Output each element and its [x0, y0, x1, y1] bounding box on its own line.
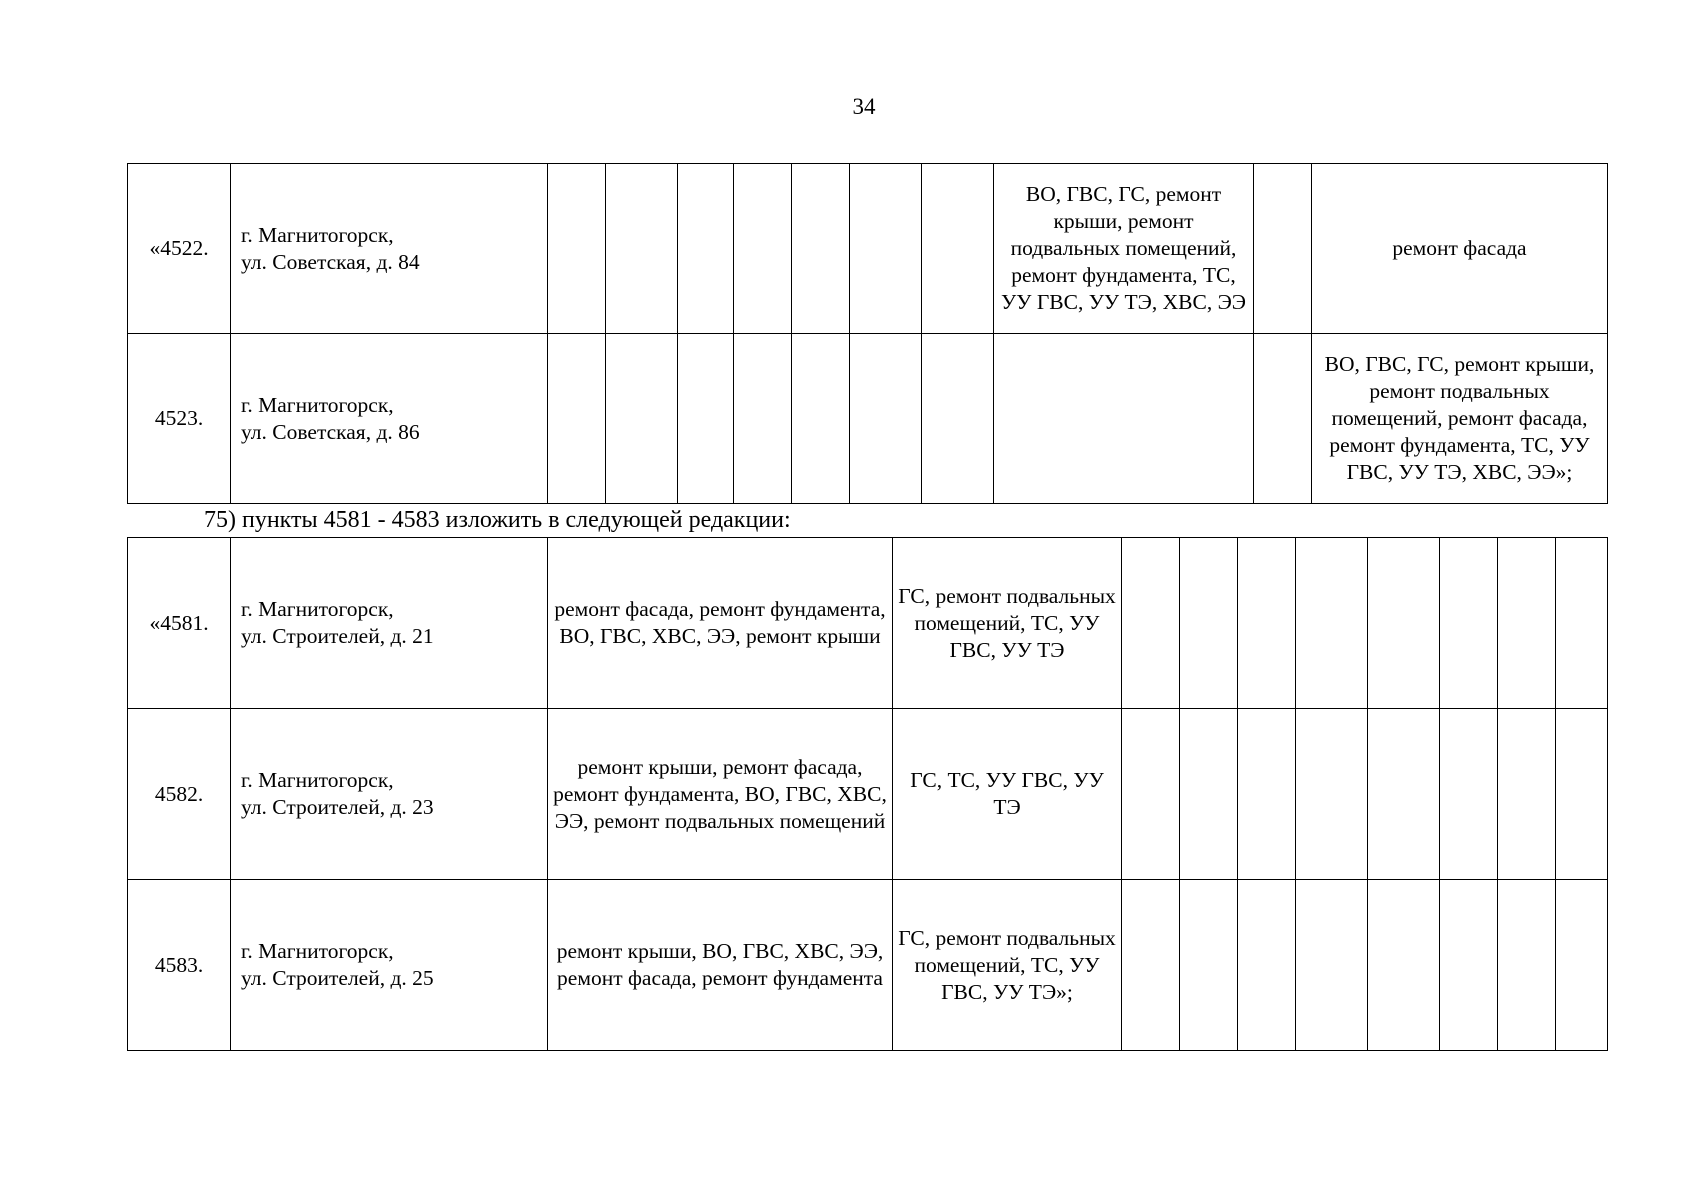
empty-cell [1368, 880, 1440, 1051]
address-cell [231, 164, 548, 334]
works-cell [994, 334, 1254, 504]
empty-cell [1368, 538, 1440, 709]
empty-cell [1238, 538, 1296, 709]
empty-cell [1440, 880, 1498, 1051]
table-row [128, 164, 1608, 334]
works-cell: ГС, ремонт подвальных помещений, ТС, УУ ГВС, УУ ТЭ [893, 538, 1122, 709]
empty-cell [1440, 709, 1498, 880]
empty-cell [1122, 880, 1180, 1051]
empty-cell [1238, 880, 1296, 1051]
address-city: г. Магнитогорск, [241, 222, 394, 247]
row-number: «4522. [128, 164, 231, 334]
empty-cell [850, 164, 922, 334]
empty-cell [1254, 334, 1312, 504]
address-cell [231, 709, 548, 880]
empty-cell [1180, 880, 1238, 1051]
empty-cell [548, 334, 606, 504]
empty-cell [606, 334, 678, 504]
address-street: ул. Советская, д. 84 [241, 249, 420, 274]
address-cell [231, 880, 548, 1051]
amendment-instruction: 75) пункты 4581 - 4583 изложить в следующей редакции: [204, 507, 791, 533]
address-street: ул. Строителей, д. 23 [241, 795, 434, 819]
empty-cell [1368, 709, 1440, 880]
address-city: г. Магнитогорск, [241, 597, 394, 621]
table-row [128, 709, 1608, 880]
empty-cell [1498, 880, 1556, 1051]
empty-cell [922, 164, 994, 334]
empty-cell [1180, 538, 1238, 709]
works-cell: ВО, ГВС, ГС, ремонт крыши, ремонт подвальных помещений, ремонт фундамента, ТС, УУ ГВС, УУ ТЭ, ХВС, ЭЭ [994, 164, 1254, 334]
empty-cell [1238, 709, 1296, 880]
works-table-2 [127, 537, 1608, 1051]
empty-cell [1122, 538, 1180, 709]
empty-cell [606, 164, 678, 334]
address-cell [231, 538, 548, 709]
empty-cell [792, 164, 850, 334]
empty-cell [922, 334, 994, 504]
row-number: 4582. [128, 709, 231, 880]
works-cell: ремонт крыши, ВО, ГВС, ХВС, ЭЭ, ремонт фасада, ремонт фундамента [548, 880, 893, 1051]
row-number: 4583. [128, 880, 231, 1051]
table-row [128, 538, 1608, 709]
empty-cell [734, 334, 792, 504]
address-street: ул. Советская, д. 86 [241, 419, 420, 444]
address-city: г. Магнитогорск, [241, 768, 394, 792]
empty-cell [1254, 164, 1312, 334]
empty-cell [1296, 880, 1368, 1051]
empty-cell [792, 334, 850, 504]
empty-cell [1440, 538, 1498, 709]
works-cell: ремонт фасада [1312, 164, 1608, 334]
empty-cell [1296, 538, 1368, 709]
empty-cell [1556, 538, 1608, 709]
works-table-1 [127, 163, 1608, 504]
page-number: 34 [852, 94, 876, 119]
empty-cell [734, 164, 792, 334]
address-street: ул. Строителей, д. 21 [241, 624, 434, 648]
empty-cell [1556, 709, 1608, 880]
address-cell [231, 334, 548, 504]
empty-cell [1498, 709, 1556, 880]
empty-cell [1122, 709, 1180, 880]
works-cell: ВО, ГВС, ГС, ремонт крыши, ремонт подвальных помещений, ремонт фасада, ремонт фундамента, ТС, УУ ГВС, УУ ТЭ, ХВС, ЭЭ»; [1312, 334, 1608, 504]
address-street: ул. Строителей, д. 25 [241, 966, 434, 990]
empty-cell [850, 334, 922, 504]
empty-cell [678, 164, 734, 334]
row-number: «4581. [128, 538, 231, 709]
works-cell: ГС, ТС, УУ ГВС, УУ ТЭ [893, 709, 1122, 880]
table-row [128, 334, 1608, 504]
works-cell: ремонт крыши, ремонт фасада, ремонт фундамента, ВО, ГВС, ХВС, ЭЭ, ремонт подвальных помещений [548, 709, 893, 880]
empty-cell [1556, 880, 1608, 1051]
empty-cell [1180, 709, 1238, 880]
empty-cell [548, 164, 606, 334]
address-city: г. Магнитогорск, [241, 939, 394, 963]
works-cell: ремонт фасада, ремонт фундамента, ВО, ГВС, ХВС, ЭЭ, ремонт крыши [548, 538, 893, 709]
row-number: 4523. [128, 334, 231, 504]
empty-cell [1498, 538, 1556, 709]
table-row [128, 880, 1608, 1051]
empty-cell [1296, 709, 1368, 880]
works-cell: ГС, ремонт подвальных помещений, ТС, УУ ГВС, УУ ТЭ»; [893, 880, 1122, 1051]
empty-cell [678, 334, 734, 504]
address-city: г. Магнитогорск, [241, 392, 394, 417]
